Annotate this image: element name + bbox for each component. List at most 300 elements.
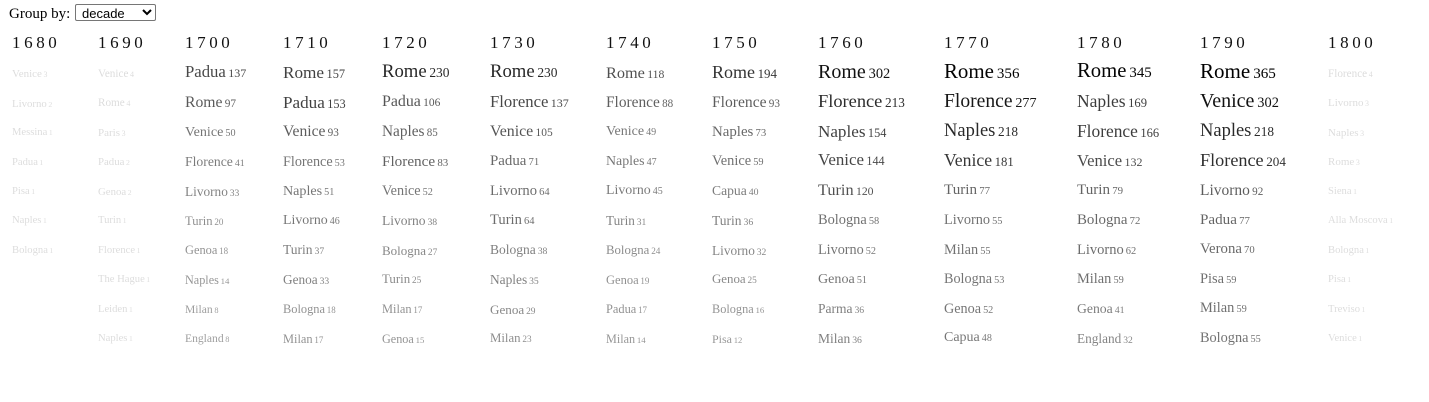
decade-column	[1077, 32, 1125, 60]
destination-city: Genoa	[818, 271, 855, 288]
destination-count: 1	[1353, 186, 1357, 196]
destination-entry	[185, 274, 229, 286]
destination-entry	[712, 63, 777, 81]
destination-entry	[382, 60, 450, 82]
destination-city: Florence	[1077, 120, 1138, 141]
destination-city: Florence	[382, 152, 436, 170]
decade-column	[185, 32, 233, 60]
destination-count: 51	[324, 187, 335, 199]
destination-count: 62	[1125, 245, 1137, 257]
destination-city: Naples	[606, 153, 645, 169]
destination-entry	[712, 214, 753, 228]
destination-entry	[1328, 98, 1369, 109]
destination-count: 53	[994, 275, 1005, 287]
destination-count: 88	[662, 97, 674, 110]
decade-column	[98, 32, 146, 60]
destination-count: 230	[429, 64, 450, 80]
destination-entry	[12, 128, 53, 139]
destination-count: 36	[743, 217, 754, 229]
destination-count: 105	[535, 126, 553, 139]
destination-city: Florence	[1200, 150, 1264, 171]
destination-city: Rome	[1328, 156, 1355, 169]
decade-label: 1690	[98, 33, 147, 52]
destination-count: 137	[550, 95, 569, 110]
destination-city: Verona	[1200, 241, 1242, 258]
destination-entry	[712, 244, 766, 258]
destination-city: Venice	[818, 150, 864, 170]
destination-count: 1	[1389, 216, 1394, 226]
destination-entry	[98, 157, 130, 168]
destination-city: Turin	[98, 215, 122, 227]
destination-city: Livorno	[1200, 181, 1250, 199]
destination-count: 166	[1140, 125, 1160, 140]
destination-entry	[712, 154, 764, 168]
destination-entry	[283, 64, 345, 81]
destination-count: 48	[981, 333, 992, 345]
destination-city: Livorno	[382, 212, 426, 228]
destination-count: 1	[31, 186, 35, 196]
destination-entry	[712, 333, 742, 345]
destination-count: 4	[126, 99, 131, 109]
decade-column	[944, 32, 992, 60]
destination-count: 1	[48, 128, 53, 138]
destination-city: Turin	[1077, 182, 1111, 199]
destination-entry	[712, 184, 758, 198]
destination-city: Livorno	[283, 212, 328, 228]
decade-label: 1780	[1077, 33, 1126, 52]
destination-count: 3	[1360, 128, 1365, 138]
destination-city: Florence	[606, 93, 660, 111]
destination-count: 218	[1254, 123, 1274, 139]
destination-entry	[944, 183, 990, 198]
destination-count: 1	[146, 275, 151, 285]
destination-city: Florence	[944, 90, 1013, 112]
destination-count: 1	[49, 245, 54, 255]
decade-column	[712, 32, 760, 60]
destination-entry	[818, 123, 886, 140]
destination-entry	[1328, 216, 1393, 227]
destination-city: Milan	[818, 330, 851, 346]
destination-count: 1	[1358, 333, 1363, 343]
destination-entry	[1200, 122, 1274, 141]
destination-entry	[283, 243, 324, 257]
destination-entry	[490, 243, 547, 257]
destination-city: Leiden	[98, 303, 128, 315]
destination-count: 64	[524, 216, 535, 228]
destination-entry	[490, 91, 569, 111]
destination-city: Naples	[1328, 126, 1359, 139]
destination-entry	[283, 333, 323, 345]
destination-city: Venice	[712, 153, 752, 170]
destination-city: Venice	[1077, 150, 1123, 170]
decade-label: 1730	[490, 33, 539, 52]
destination-count: 55	[992, 216, 1003, 228]
destination-city: Turin	[185, 213, 213, 228]
destination-count: 85	[426, 127, 438, 140]
destination-entry	[1328, 305, 1365, 316]
destination-city: Florence	[1328, 67, 1368, 80]
destination-count: 14	[636, 334, 646, 345]
destination-city: Genoa	[944, 300, 982, 317]
destination-city: Rome	[283, 63, 325, 83]
destination-entry	[606, 95, 673, 110]
destination-entry	[98, 246, 140, 257]
destination-count: 1	[122, 216, 127, 226]
destination-count: 2	[127, 187, 132, 197]
destination-entry	[1200, 151, 1286, 169]
destination-entry	[1077, 150, 1143, 170]
destination-city: Alla Moscova	[1328, 215, 1388, 227]
destination-count: 2	[48, 99, 53, 109]
destination-entry	[12, 69, 47, 80]
destination-city: Venice	[1328, 332, 1357, 344]
destination-city: Florence	[98, 244, 136, 256]
destination-count: 72	[1129, 214, 1141, 227]
destination-city: Rome	[185, 93, 223, 111]
destination-count: 4	[130, 69, 135, 79]
destination-entry	[944, 149, 1014, 170]
destination-entry	[1077, 183, 1123, 198]
destination-city: Turin	[283, 242, 313, 258]
destination-entry	[490, 154, 539, 169]
destination-city: Turin	[818, 180, 854, 200]
destination-city: Pisa	[712, 331, 733, 346]
destination-entry	[98, 187, 132, 198]
destination-city: Turin	[944, 182, 978, 199]
destination-count: 132	[1124, 154, 1143, 169]
destination-count: 218	[998, 123, 1018, 139]
destination-count: 49	[646, 127, 657, 139]
destination-count: 36	[854, 305, 865, 317]
destination-count: 27	[427, 247, 438, 258]
destination-entry	[606, 184, 663, 198]
destination-count: 32	[1123, 334, 1133, 346]
destination-city: Milan	[1077, 271, 1112, 288]
destination-count: 106	[423, 97, 441, 110]
destination-entry	[98, 275, 150, 286]
destination-city: England	[1077, 330, 1122, 346]
destination-city: Naples	[818, 121, 866, 141]
destination-entry	[606, 244, 660, 257]
destination-count: 120	[855, 185, 874, 199]
destination-entry	[382, 333, 424, 345]
destination-entry	[712, 125, 766, 140]
destination-entry	[382, 244, 437, 258]
destination-count: 18	[219, 246, 229, 257]
destination-city: Naples	[283, 183, 323, 200]
destination-count: 204	[1266, 154, 1286, 170]
destination-city: Padua	[490, 153, 527, 170]
destination-city: Capua	[712, 183, 747, 199]
destination-entry	[98, 98, 130, 109]
destination-entry	[490, 273, 539, 287]
destination-city: Venice	[98, 67, 129, 80]
destination-city: Naples	[185, 272, 219, 287]
destination-city: Pisa	[1328, 274, 1346, 286]
destination-entry	[1077, 272, 1124, 286]
destination-entry	[1200, 331, 1261, 345]
destination-count: 16	[755, 305, 765, 316]
destination-entry	[1328, 334, 1362, 345]
destination-entry	[490, 332, 532, 345]
destination-city: Naples	[944, 120, 996, 141]
destination-count: 356	[996, 66, 1020, 83]
destination-entry	[12, 216, 47, 227]
destination-city: Livorno	[712, 242, 755, 258]
destination-count: 1	[128, 333, 133, 343]
destination-city: Livorno	[1328, 97, 1364, 110]
decade-label: 1680	[12, 33, 61, 52]
destination-entry	[1200, 213, 1250, 228]
destination-count: 55	[1250, 333, 1261, 345]
destination-entry	[490, 303, 535, 317]
destination-count: 55	[980, 245, 991, 257]
destination-city: Naples	[12, 215, 42, 227]
destination-entry	[712, 273, 757, 286]
destination-entry	[98, 128, 126, 139]
destination-count: 365	[1253, 66, 1276, 82]
destination-city: Padua	[1200, 211, 1237, 228]
destination-city: Padua	[98, 156, 125, 169]
destination-count: 118	[647, 67, 665, 81]
destination-city: Turin	[606, 213, 635, 229]
destination-entry	[283, 214, 340, 228]
destination-entry	[185, 333, 229, 345]
destination-city: Rome	[98, 97, 125, 110]
destination-city: Milan	[283, 331, 313, 346]
destination-city: Turin	[490, 212, 522, 229]
destination-entry	[1077, 93, 1147, 111]
destination-count: 1	[39, 157, 44, 167]
decade-label: 1710	[283, 33, 332, 52]
decade-column	[490, 32, 538, 60]
group-by-label: Group by:	[9, 6, 71, 22]
destination-entry	[1077, 302, 1125, 316]
destination-city: Genoa	[606, 272, 639, 287]
destination-city: Venice	[283, 123, 326, 141]
destination-count: 302	[868, 65, 891, 82]
destination-count: 24	[651, 245, 661, 256]
destination-entry	[283, 273, 329, 287]
destination-count: 3	[1365, 99, 1369, 109]
destination-entry	[606, 333, 646, 345]
destination-count: 157	[326, 67, 346, 82]
destination-entry	[944, 213, 1002, 227]
destination-city: Genoa	[98, 185, 127, 198]
destination-entry	[1200, 61, 1276, 82]
destination-entry	[818, 243, 876, 257]
destination-city: Rome	[712, 62, 755, 83]
destination-city: Milan	[1200, 300, 1235, 317]
destination-city: Naples	[98, 332, 128, 344]
destination-entry	[1077, 332, 1133, 346]
destination-city: Venice	[185, 124, 224, 141]
destination-entry	[606, 125, 656, 139]
destination-city: Parma	[818, 301, 853, 317]
destination-city: England	[185, 332, 224, 346]
destination-count: 45	[652, 186, 663, 198]
destination-count: 3	[1355, 158, 1360, 168]
decade-column	[606, 32, 654, 60]
destination-count: 36	[852, 334, 862, 346]
decade-label: 1800	[1328, 33, 1377, 52]
destination-count: 92	[1252, 185, 1264, 198]
destination-city: Naples	[382, 123, 425, 141]
destination-count: 59	[1226, 275, 1237, 287]
decade-column	[1328, 32, 1376, 60]
destination-entry	[185, 244, 228, 256]
destination-count: 14	[220, 275, 230, 286]
destination-city: Venice	[490, 122, 534, 140]
destination-count: 58	[868, 216, 880, 228]
destination-city: Rome	[818, 60, 866, 83]
destination-entry	[1077, 243, 1136, 258]
destination-entry	[944, 302, 993, 316]
destination-city: Genoa	[283, 271, 318, 287]
destination-entry	[283, 303, 336, 315]
destination-entry	[98, 216, 127, 227]
destination-count: 144	[866, 154, 885, 169]
destination-count: 79	[1112, 185, 1124, 198]
destination-city: Livorno	[12, 97, 47, 110]
destination-city: Padua	[283, 92, 325, 112]
destination-entry	[382, 303, 422, 315]
destination-count: 169	[1128, 96, 1148, 111]
destination-city: Padua	[12, 156, 38, 168]
destination-entry	[818, 332, 862, 346]
destination-entry	[490, 184, 550, 199]
destination-city: Venice	[944, 149, 993, 170]
decade-label: 1770	[944, 33, 993, 52]
destination-city: Rome	[944, 59, 994, 84]
destination-count: 35	[529, 275, 539, 287]
destination-city: Venice	[12, 68, 42, 80]
destination-city: Genoa	[1077, 301, 1113, 317]
decade-label: 1760	[818, 33, 867, 52]
destination-city: Capua	[944, 330, 980, 346]
destination-city: Florence	[818, 91, 883, 112]
destination-city: Bologna	[1328, 244, 1364, 256]
destination-entry	[1328, 128, 1364, 139]
destination-entry	[818, 92, 905, 110]
group-by-select[interactable]	[75, 4, 156, 21]
destination-entry	[1077, 213, 1140, 228]
destination-city: Bologna	[12, 244, 48, 256]
destination-count: 1	[128, 304, 133, 314]
destination-count: 18	[326, 305, 336, 316]
destination-entry	[944, 122, 1018, 141]
destination-entry	[1328, 187, 1357, 198]
destination-count: 59	[1113, 275, 1124, 287]
destination-count: 8	[214, 305, 219, 315]
destination-city: Genoa	[712, 272, 746, 287]
destination-count: 71	[528, 156, 540, 169]
destination-entry	[818, 213, 879, 227]
destination-city: Genoa	[382, 331, 414, 346]
decade-label: 1700	[185, 33, 234, 52]
decade-label: 1790	[1200, 33, 1249, 52]
destination-count: 277	[1015, 94, 1037, 111]
destination-entry	[944, 243, 990, 257]
destination-city: Venice	[382, 183, 421, 200]
destination-count: 70	[1244, 245, 1255, 257]
destination-entry	[1200, 272, 1236, 286]
destination-entry	[185, 64, 246, 81]
decade-label: 1750	[712, 33, 761, 52]
destination-entry	[283, 94, 346, 111]
destination-entry	[818, 152, 885, 169]
decade-label: 1720	[382, 33, 431, 52]
destination-entry	[818, 62, 890, 82]
destination-city: Padua	[606, 302, 637, 317]
decade-column	[12, 32, 60, 60]
destination-city: Pisa	[1200, 271, 1224, 288]
destination-city: The Hague	[98, 274, 145, 286]
destination-count: 97	[224, 97, 237, 110]
destination-city: Bologna	[712, 302, 754, 317]
destination-city: Messina	[12, 127, 48, 139]
destination-entry	[185, 215, 223, 228]
destination-entry	[1328, 69, 1373, 80]
destination-entry	[1200, 301, 1247, 315]
decade-column	[1200, 32, 1248, 60]
destination-count: 1	[42, 216, 47, 226]
destination-entry	[818, 182, 874, 198]
destination-city: Livorno	[185, 183, 228, 199]
destination-city: Bologna	[283, 302, 325, 317]
destination-count: 15	[415, 334, 425, 345]
destination-entry	[490, 213, 535, 228]
destination-count: 53	[334, 157, 345, 169]
decade-label: 1740	[606, 33, 655, 52]
destination-city: Padua	[185, 62, 226, 82]
destination-count: 3	[121, 128, 126, 138]
destination-entry	[12, 246, 53, 257]
destination-city: Rome	[1200, 59, 1251, 83]
destination-city: Milan	[606, 331, 636, 346]
destination-entry	[382, 94, 440, 110]
destination-count: 19	[640, 275, 650, 286]
destination-count: 153	[327, 96, 346, 111]
destination-count: 41	[1114, 305, 1125, 317]
destination-city: Livorno	[1077, 241, 1124, 258]
destination-city: Bologna	[1200, 329, 1249, 346]
destination-count: 46	[329, 215, 340, 227]
destination-entry	[944, 272, 1004, 286]
destination-city: Rome	[490, 60, 535, 82]
destination-count: 20	[214, 216, 224, 227]
destination-entry	[606, 303, 647, 315]
destination-entry	[12, 158, 43, 169]
destination-count: 230	[537, 64, 558, 80]
destination-count: 213	[884, 95, 905, 111]
destination-city: Treviso	[1328, 303, 1360, 315]
destination-city: Milan	[185, 302, 213, 316]
destination-count: 17	[413, 305, 423, 316]
destination-city: Florence	[283, 153, 333, 170]
destination-city: Bologna	[606, 242, 650, 257]
destination-count: 1	[136, 245, 141, 255]
destination-city: Genoa	[490, 301, 525, 317]
destination-entry	[283, 155, 345, 169]
destination-entry	[98, 334, 133, 345]
destination-count: 17	[638, 305, 647, 316]
destination-city: Bologna	[382, 242, 427, 258]
destination-city: Bologna	[1077, 211, 1128, 228]
destination-count: 25	[747, 276, 757, 287]
destination-entry	[12, 187, 35, 198]
destination-city: Turin	[712, 213, 742, 229]
